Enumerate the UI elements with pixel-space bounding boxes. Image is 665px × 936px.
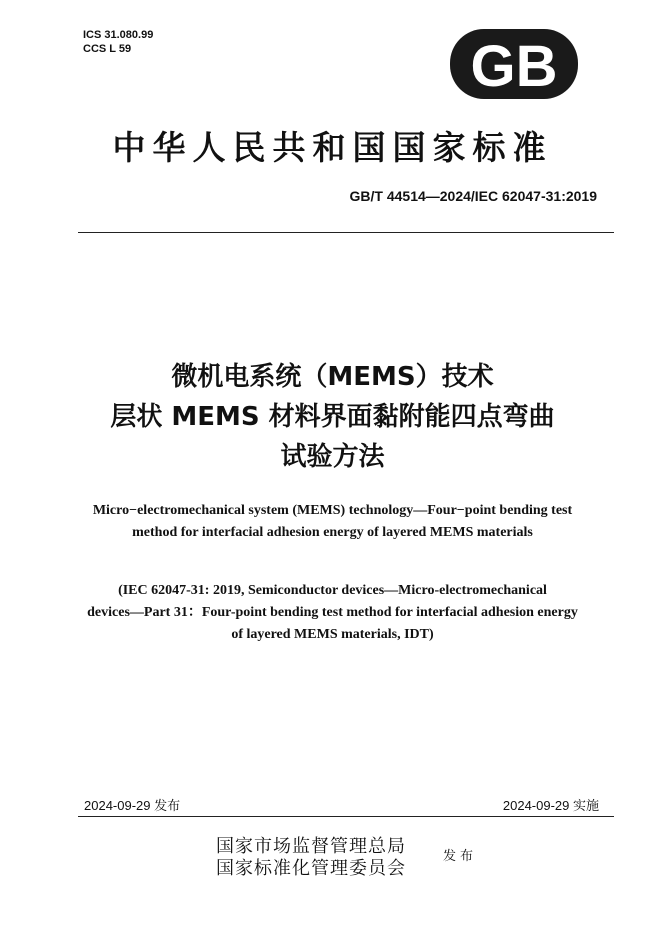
issue-label: 发布 — [443, 849, 478, 864]
english-title-line-2: method for interfacial adhesion energy of layered MEMS materials — [132, 525, 533, 540]
ccs-code: CCS L 59 — [83, 43, 132, 55]
top-divider — [78, 232, 614, 233]
english-title-line-1: Micro−electromechanical system (MEMS) technology—Four−point bending test — [92, 503, 573, 518]
english-title — [40, 500, 625, 544]
chinese-title-line-3: 试验方法 — [280, 442, 385, 472]
idt-reference — [40, 580, 625, 646]
publish-date: 2024-09-29 发布 — [84, 798, 181, 813]
issuing-authorities — [216, 836, 406, 880]
idt-line-3: of layered MEMS materials, IDT) — [231, 627, 434, 642]
chinese-title-line-2: 层状 MEMS 材料界面黏附能四点弯曲 — [110, 402, 555, 432]
issuer-line-1: 国家市场监督管理总局 — [216, 836, 406, 857]
idt-line-2: devices—Part 31：Four-point bending test method for interfacial adhesion energy — [87, 605, 578, 620]
standard-number: GB/T 44514—2024/IEC 62047-31:2019 — [349, 188, 597, 204]
classification-codes — [83, 28, 153, 56]
implement-date: 2024-09-29 实施 — [502, 798, 599, 813]
gb-logo — [449, 28, 579, 100]
national-standard-heading: 中华人民共和国国家标准 — [112, 128, 553, 167]
idt-line-1: (IEC 62047-31: 2019, Semiconductor devices—Micro-electromechanical — [118, 583, 547, 598]
issuer-line-2: 国家标准化管理委员会 — [216, 858, 406, 879]
ics-code: ICS 31.080.99 — [83, 29, 154, 41]
bottom-divider — [78, 816, 614, 817]
gb-logo-text: GB — [470, 34, 558, 99]
chinese-title-line-1: 微机电系统（MEMS）技术 — [171, 362, 494, 392]
